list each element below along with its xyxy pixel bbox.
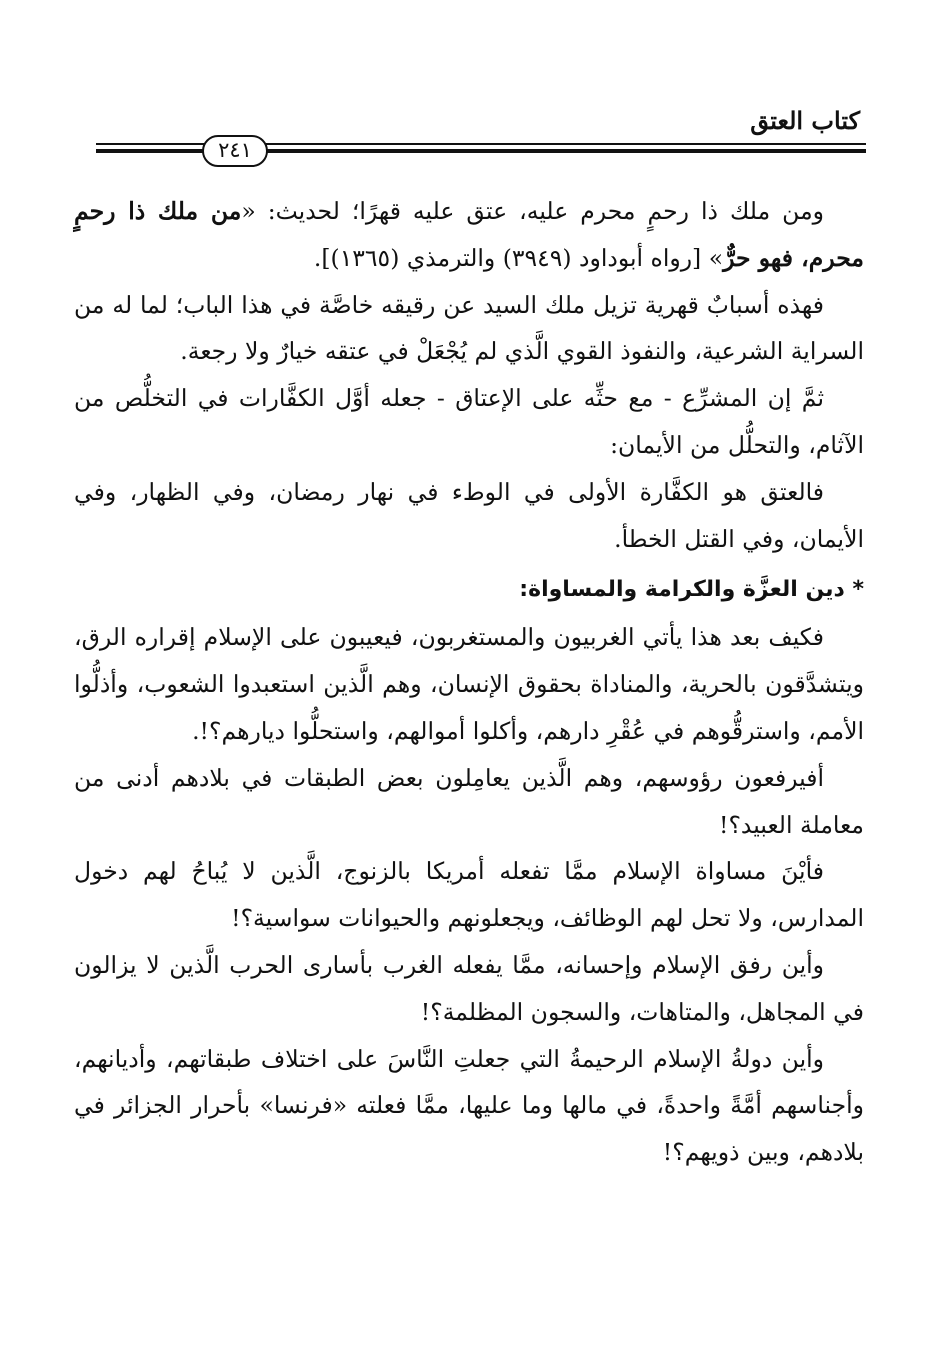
hadith-quote: من ملك ذا رحمٍ محرم، فهو حرٌّ — [74, 197, 864, 272]
page-number: ٢٤١ — [202, 135, 268, 167]
paragraph: فكيف بعد هذا يأتي الغربيون والمستغربون، فيعيبون على الإسلام إقراره الرق، ويتشدَّقون بالحرية، والمناداة بحقوق الإنسان، وهم الَّذين استعبدوا الشعوب، وأذلُّوا الأمم، واسترقُّوهم في عُقْرِ دارهم، وأكلوا أموالهم، واستحلُّوا ديارهم؟!. — [74, 623, 864, 745]
running-title: كتاب العتق — [750, 106, 860, 135]
body-text — [74, 188, 864, 1176]
paragraph: فالعتق هو الكفَّارة الأولى في الوطء في نهار رمضان، وفي الظهار، وفي الأيمان، وفي القتل الخطأ. — [74, 477, 864, 553]
section-heading: * دين العزَّة والكرامة والمساواة: — [519, 577, 864, 603]
paragraph: فهذه أسبابٌ قهرية تزيل ملك السيد عن رقيقه خاصَّة في هذا الباب؛ لما له من السراية الشرعية، والنفوذ القوي الَّذي لم يُجْعَلْ في عتقه خيارٌ ولا رجعة. — [74, 290, 864, 366]
paragraph: أفيرفعون رؤوسهم، وهم الَّذين يعامِلون بعض الطبقات في بلادهم أدنى من معاملة العبيد؟! — [74, 763, 864, 839]
paragraph: وأين رفق الإسلام وإحسانه، ممَّا يفعله الغرب بأسارى الحرب الَّذين لا يزالون في المجاهل، والمتاهات، والسجون المظلمة؟! — [74, 950, 864, 1026]
paragraph: فأيْنَ مساواة الإسلام ممَّا تفعله أمريكا بالزنوج، الَّذين لا يُباحُ لهم دخول المدارس، ولا تحل لهم الوظائف، ويجعلونهم والحيوانات سواسية؟! — [74, 857, 864, 933]
paragraph-hadith — [74, 188, 864, 282]
paragraph: وأين دولةُ الإسلام الرحيمةُ التي جعلتِ النَّاسَ على اختلاف طبقاتهم، وأديانهم، وأجناسهم أمَّةً واحدةً، في مالها وما عليها، ممَّا فعلته «فرنسا» بأحرار الجزائر في بلادهم، وبين ذويهم؟! — [74, 1044, 864, 1167]
paragraph: ثمَّ إن المشرِّع - مع حثِّه على الإعتاق - جعله أوَّل الكفَّارات في التخلُّص من الآثام، والتحلُّل من الأيمان: — [74, 384, 864, 459]
citation-text: » [رواه أبوداود (٣٩٤٩) والترمذي (١٣٦٥)]. — [313, 243, 724, 272]
paragraph-text: ومن ملك ذا رحمٍ محرم عليه، عتق عليه قهرًا؛ لحديث: « — [241, 197, 825, 225]
